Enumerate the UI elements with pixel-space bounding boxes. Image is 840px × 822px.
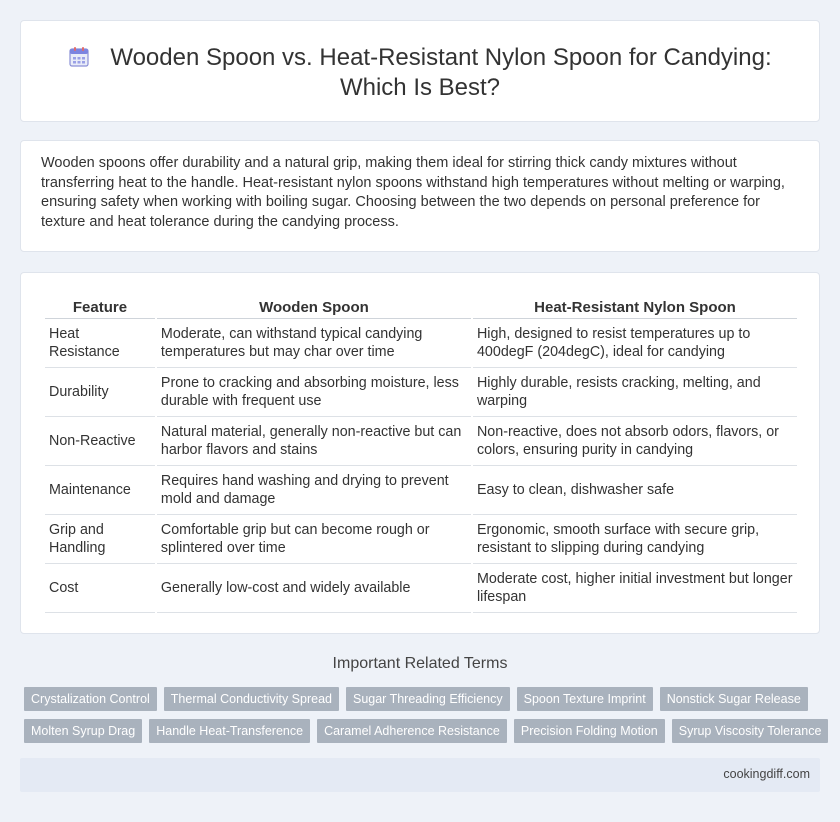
related-term-tag[interactable]: Caramel Adherence Resistance [317, 719, 507, 743]
nylon-cell: Easy to clean, dishwasher safe [473, 466, 797, 515]
related-terms-tags [20, 687, 820, 751]
footer-site-link[interactable]: cookingdiff.com [723, 767, 810, 781]
intro-card [20, 140, 820, 252]
related-terms-title: Important Related Terms [332, 655, 508, 672]
page-title-wrap [61, 43, 779, 103]
nylon-cell: Ergonomic, smooth surface with secure grip, resistant to slipping during candying [473, 515, 797, 564]
related-term-tag[interactable]: Nonstick Sugar Release [660, 687, 808, 711]
wooden-cell: Requires hand washing and drying to prevent mold and damage [157, 466, 471, 515]
related-term-tag[interactable]: Precision Folding Motion [514, 719, 665, 743]
header-nylon-spoon: Heat-Resistant Nylon Spoon [473, 297, 797, 319]
comparison-table-card [20, 272, 820, 634]
wooden-cell: Comfortable grip but can become rough or splintered over time [157, 515, 471, 564]
table-row [45, 417, 797, 466]
related-term-tag[interactable]: Spoon Texture Imprint [517, 687, 653, 711]
wooden-cell: Prone to cracking and absorbing moisture, less durable with frequent use [157, 368, 471, 417]
table-row [45, 515, 797, 564]
wooden-cell: Moderate, can withstand typical candying temperatures but may char over time [157, 319, 471, 368]
header-feature: Feature [45, 297, 155, 319]
wooden-cell: Natural material, generally non-reactive but can harbor flavors and stains [157, 417, 471, 466]
feature-cell: Durability [45, 368, 155, 417]
feature-cell: Non-Reactive [45, 417, 155, 466]
related-term-tag[interactable]: Thermal Conductivity Spread [164, 687, 339, 711]
nylon-cell: High, designed to resist temperatures up to 400degF (204degC), ideal for candying [473, 319, 797, 368]
table-row [45, 319, 797, 368]
nylon-cell: Non-reactive, does not absorb odors, flavors, or colors, ensuring purity in candying [473, 417, 797, 466]
wooden-cell: Generally low-cost and widely available [157, 564, 471, 613]
related-term-tag[interactable]: Molten Syrup Drag [24, 719, 142, 743]
feature-cell: Grip and Handling [45, 515, 155, 564]
related-term-tag[interactable]: Syrup Viscosity Tolerance [672, 719, 829, 743]
page-title: Wooden Spoon vs. Heat-Resistant Nylon Spoon for Candying: Which Is Best? [110, 44, 772, 101]
comparison-table [43, 297, 799, 613]
calendar-icon [68, 46, 90, 68]
feature-cell: Heat Resistance [45, 319, 155, 368]
header-wooden-spoon: Wooden Spoon [157, 297, 471, 319]
related-term-tag[interactable]: Handle Heat-Transference [149, 719, 310, 743]
intro-paragraph: Wooden spoons offer durability and a natural grip, making them ideal for stirring thick candy mixtures without transferring heat to the handle. Heat-resistant nylon spoons withstand high temperatures without melting or warping, ensuring safety when working with boiling sugar. Choosing between the two depends on personal preference for texture and heat tolerance during the candying process. [41, 155, 785, 230]
feature-cell: Maintenance [45, 466, 155, 515]
feature-cell: Cost [45, 564, 155, 613]
table-header-row [45, 297, 797, 319]
nylon-cell: Highly durable, resists cracking, melting, and warping [473, 368, 797, 417]
tag-row-2 [20, 719, 820, 751]
tag-row-1 [20, 687, 820, 719]
nylon-cell: Moderate cost, higher initial investment but longer lifespan [473, 564, 797, 613]
table-row [45, 564, 797, 613]
related-term-tag[interactable]: Crystalization Control [24, 687, 157, 711]
footer-bar [20, 758, 820, 792]
table-row [45, 368, 797, 417]
table-row [45, 466, 797, 515]
title-card [20, 20, 820, 122]
related-term-tag[interactable]: Sugar Threading Efficiency [346, 687, 510, 711]
